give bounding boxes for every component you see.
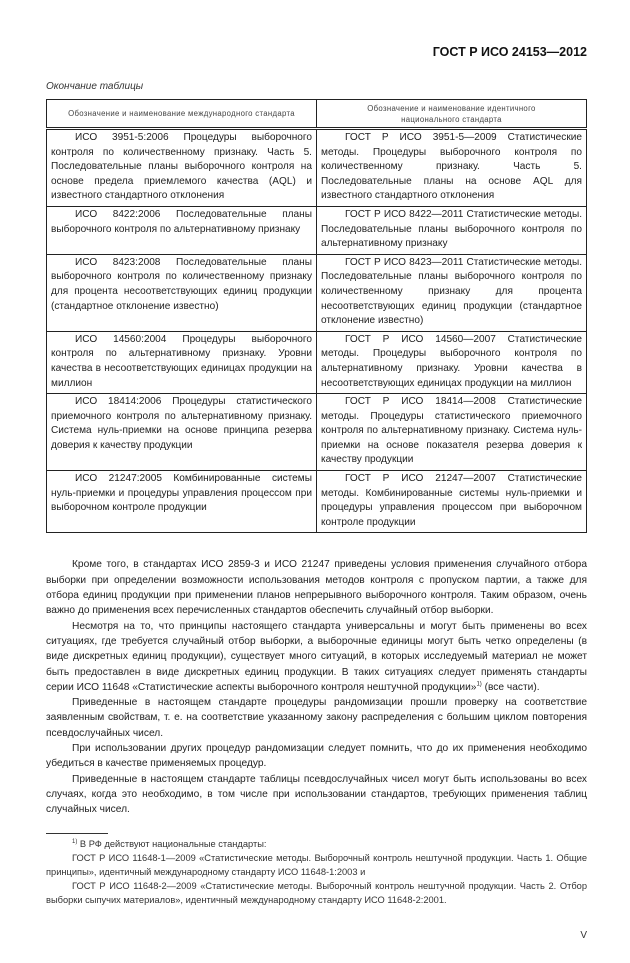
national-standard-cell — [317, 129, 587, 207]
paragraph: Приведенные в настоящем стандарте таблицы псевдослучайных чисел могут быть использованы во всех случаях, когда это необходимо, в том числе при использовании стандартов, требующих применения таблиц случайных чисел. — [46, 773, 587, 816]
national-standard-cell — [317, 471, 587, 533]
cell-text: ИСО 14560:2004 Процедуры выборочного контроля по альтернативному признаку. Уровни качества в несоответствующих единицах продукции на миллион — [51, 333, 312, 389]
national-standard-cell — [317, 254, 587, 331]
footnote-divider — [46, 833, 108, 834]
paragraph-text: Несмотря на то, что принципы настоящего стандарта универсальны и могут быть применены во всех ситуациях, где требуется случайный отбор выборки, а выборочные единицы могут быть четко определены (в виде дискретных единиц продукции), существует много ситуаций, в которых исследуемый материал не может быть предоставлен в виде дискретных единиц продукции. В таких ситуациях следует применять стандарты серии ИСО 11648 «Статистические аспекты выборочного контроля нештучной продукции» — [46, 620, 587, 693]
international-standard-cell — [47, 206, 317, 254]
table-row — [47, 331, 587, 393]
body-text — [46, 557, 587, 817]
table-row — [47, 129, 587, 207]
footnote — [46, 837, 587, 907]
cell-text: ГОСТ Р ИСО 8422—2011 Статистические методы. Последовательные планы выборочного контроля по альтернативному признаку — [321, 208, 582, 250]
cell-text: ГОСТ Р ИСО 8423—2011 Статистические методы. Последовательные планы выборочного контроля по количественному признаку для процента несоответствующих единиц продукции (стандартное отклонение известно) — [321, 256, 582, 327]
national-standard-cell — [317, 206, 587, 254]
national-standard-cell — [317, 394, 587, 471]
table-row — [47, 394, 587, 471]
cell-text: ИСО 18414:2006 Процедуры статистического приемочного контроля по альтернативному признаку. Система нуль-приемки на основе принципа резерва доверия к качеству продукции — [51, 396, 312, 451]
standards-table — [46, 99, 587, 533]
cell-text: ГОСТ Р ИСО 14560—2007 Статистические методы. Процедуры выборочного контроля по альтернативному признаку. Уровни качества в несоответствующих единицах продукции на миллион — [321, 333, 582, 389]
international-standard-cell — [47, 331, 317, 393]
table-row — [47, 254, 587, 331]
cell-text: ГОСТ Р ИСО 3951-5—2009 Статистические методы. Процедуры выборочного контроля по количественному признаку. Часть 5. Последовательные планы на основе AQL для известного стандартного отклонения — [321, 132, 582, 202]
table-caption: Окончание таблицы — [46, 81, 144, 92]
international-standard-cell — [47, 394, 317, 471]
national-standard-cell — [317, 331, 587, 393]
paragraph: Кроме того, в стандартах ИСО 2859-3 и ИСО 21247 приведены условия применения случайного отбора выборки при определении возможности использования методов контроля с пропуском партии, а также для отбора единиц продукции при применении планов непрерывного выборочного контроля. Таким образом, очень важно до применения всех перечисленных стандартов обеспечить случайный отбор выборки. — [46, 559, 587, 617]
cell-text: ГОСТ Р ИСО 18414—2008 Статистические методы. Процедуры статистического приемочного контроля по альтернативному признаку. Система нуль-приемки на основе показателя резерва доверия к качеству продукции — [321, 396, 582, 466]
international-standard-cell — [47, 129, 317, 207]
table-row — [47, 471, 587, 533]
footnote-text: В РФ действуют национальные стандарты: — [77, 839, 267, 850]
footnote-item: ГОСТ Р ИСО 11648-1—2009 «Статистические методы. Выборочный контроль нештучной продукции. Часть 1. Общие принципы», идентичный международному стандарту ИСО 11648-1:2003 и — [46, 853, 587, 878]
page-number: V — [580, 930, 587, 942]
column-header-national: Обозначение и наименование идентичного национального стандарта — [317, 100, 587, 129]
paragraph: Приведенные в настоящем стандарте процедуры рандомизации прошли проверку на соответствие заявленным свойствам, т. е. на соответствие указанному закону распределения с большим циклом повторения псевдослучайных чисел. — [46, 697, 587, 739]
international-standard-cell — [47, 254, 317, 331]
cell-text: ИСО 21247:2005 Комбинированные системы нуль-приемки и процедуры управления процессом при выборочном контроле продукции — [51, 473, 312, 514]
cell-text: ИСО 8423:2008 Последовательные планы выборочного контроля по количественному признаку для процента несоответствующих единиц продукции (стандартное отклонение известно) — [51, 256, 312, 312]
cell-text: ИСО 8422:2006 Последовательные планы выборочного контроля по альтернативному признаку — [51, 208, 312, 235]
cell-text: ИСО 3951-5:2006 Процедуры выборочного контроля по количественному признаку. Часть 5. Последовательные планы выборочного контроля на основе предела приемлемого качества (AQL) и известного стандартного отклонения — [51, 132, 312, 202]
document-id-header: ГОСТ Р ИСО 24153—2012 — [432, 45, 587, 59]
international-standard-cell — [47, 471, 317, 533]
footnote-intro — [46, 837, 587, 851]
table-row — [47, 206, 587, 254]
column-header-international: Обозначение и наименование международного стандарта — [47, 100, 317, 129]
paragraph-text: (все части). — [481, 681, 540, 693]
table-header-row — [47, 100, 587, 129]
footnote-mark: 1) — [72, 839, 78, 846]
paragraph — [46, 619, 587, 695]
footnote-item: ГОСТ Р ИСО 11648-2—2009 «Статистические методы. Выборочный контроль нештучной продукции. Часть 2. Отбор выборки сыпучих материалов», идентичный международному стандарту ИСО 11648-2:2001. — [46, 881, 587, 906]
paragraph: При использовании других процедур рандомизации следует помнить, что до их применения необходимо убедиться в качестве применяемых процедур. — [46, 743, 587, 770]
footnote-reference[interactable]: 1) — [476, 681, 482, 688]
cell-text: ГОСТ Р ИСО 21247—2007 Статистические методы. Комбинированные системы нуль-приемки и процедуры управления процессом при выборочном контроле продукции — [321, 473, 582, 528]
